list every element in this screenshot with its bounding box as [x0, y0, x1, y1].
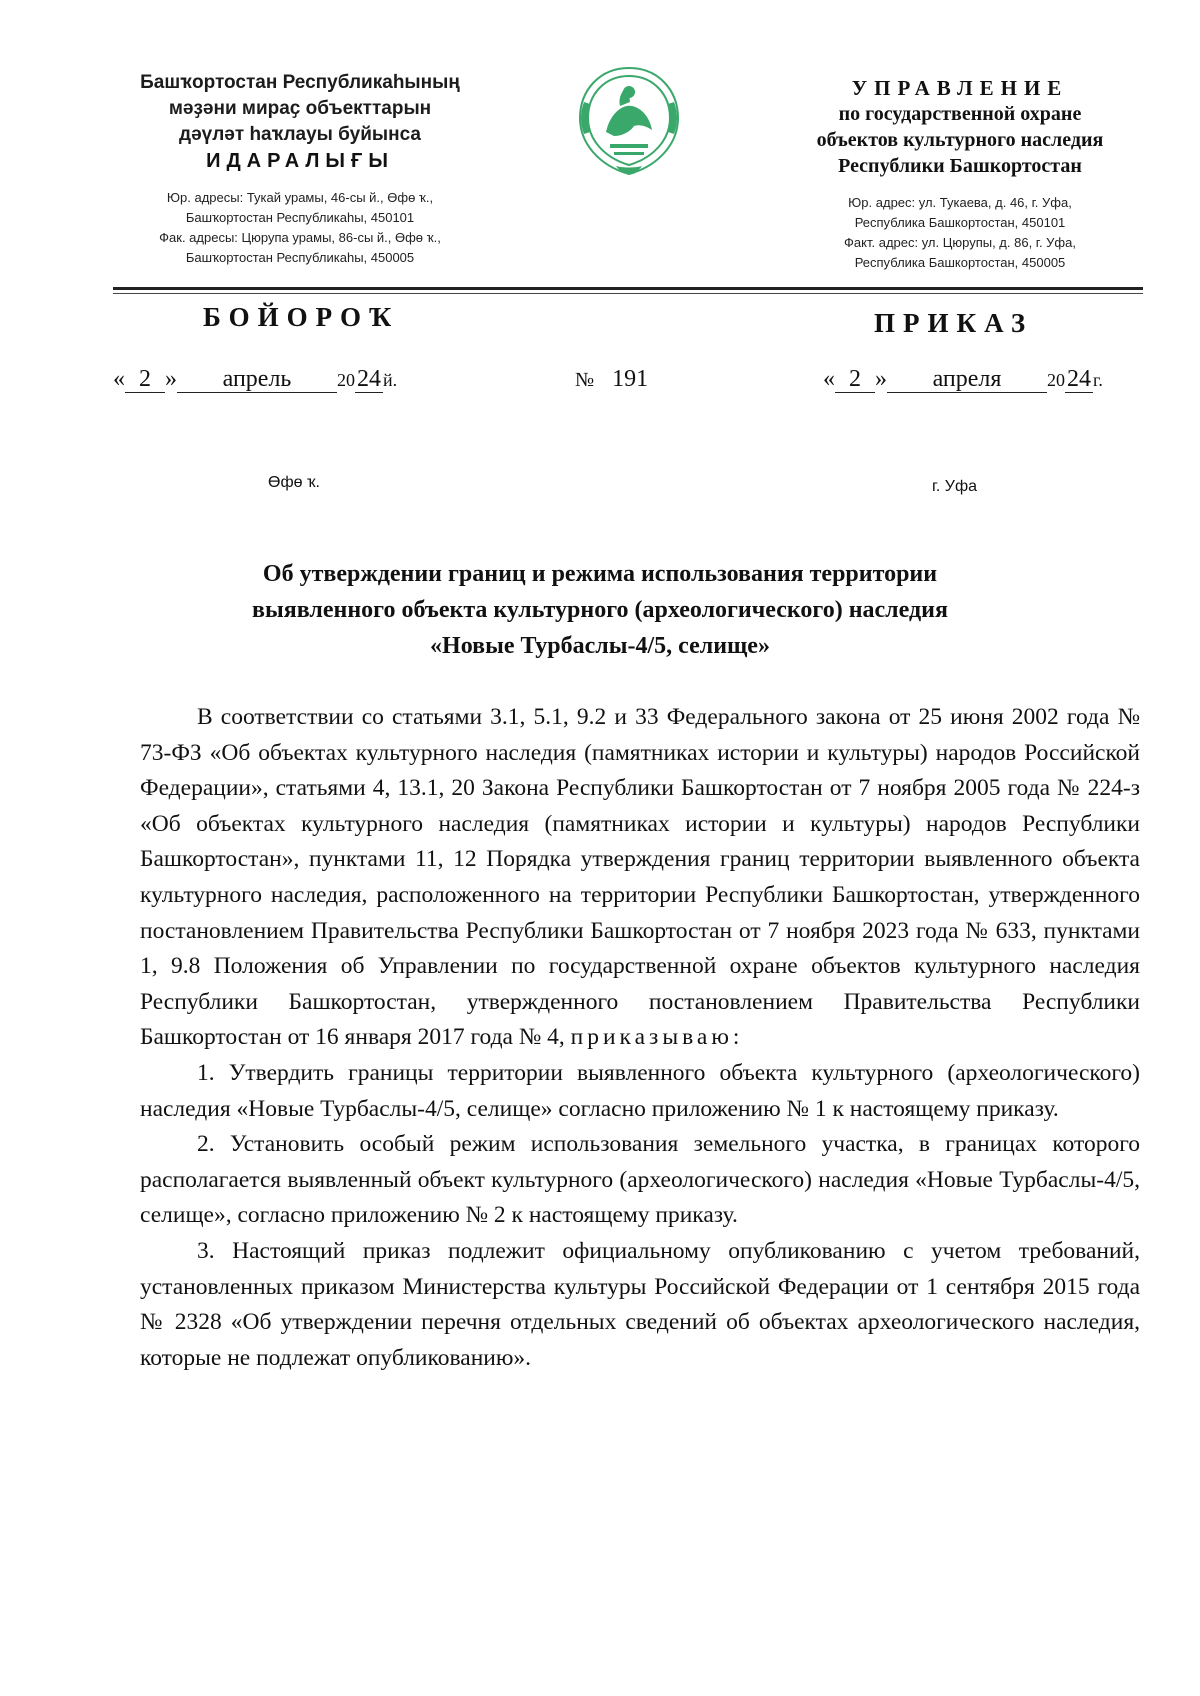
header-divider — [113, 287, 1143, 290]
header-divider — [113, 293, 1143, 294]
date-quote: » — [165, 366, 177, 392]
date-day: 2 — [835, 366, 875, 393]
date-month: апреля — [887, 366, 1047, 393]
address-line: Башҡортостан Республикаһы, 450101 — [185, 210, 415, 225]
heading-line: «Новые Турбаслы-4/5, селище» — [430, 633, 770, 659]
city-bashkir: Өфө ҡ. — [268, 474, 320, 491]
date-quote: « — [823, 366, 835, 392]
date-suffix: г. — [1093, 370, 1103, 390]
preamble-text: В соответствии со статьями 3.1, 5.1, 9.2 и 33 Федерального закона от 25 июня 2002 года № 73-ФЗ «Об объектах культурного наследия (памятниках истории и культуры) народов Российской Федерации», статьями 4, 13.1, 20 Закона Республики Башкортостан от 7 ноября 2005 года № 224-з «Об объектах культурного наследия (памятниках истории и культуры) народов Республики Башкортостан», пунктами 11, 12 Порядка утверждения границ территории выявленного объекта культурного наследия, расположенного на территории Республики Башкортостан, утвержденного постановлением Правительства Республики Башкортостан от 7 ноября 2023 года № 633, пунктами 1, 9.8 Положения об Управлении по государственной охране объектов культурного наследия Республики Башкортостан, утвержденного постановлением Правительства Республики Башкортостан от 16 января 2017 года № 4, — [140, 704, 1140, 1051]
date-quote: « — [113, 366, 125, 392]
address-line: Фак. адресы: Цюрупа урамы, 86-сы й., Өфө ҡ., — [159, 230, 441, 245]
order-word: приказываю: — [570, 1024, 744, 1051]
date-day: 2 — [125, 366, 165, 393]
doc-type-bashkir: БОЙОРОҠ — [203, 302, 400, 332]
order-item-3: 3. Настоящий приказ подлежит официальному опубликованию с учетом требований, установленных приказом Министерства культуры Российской Федерации от 1 сентября 2015 года № 2328 «Об утверждении перечня отдельных сведений об объектах археологического наследия, которые не подлежат опубликованию». — [140, 1237, 1140, 1371]
header-right-russian — [775, 75, 1145, 273]
org-name-line: дәүләт һаҡлауы буйынса — [179, 124, 421, 145]
date-bashkir — [113, 366, 397, 393]
org-name-line: ИДАРАЛЫҒЫ — [206, 150, 394, 172]
org-name-line: Башҡортостан Республикаһының — [140, 72, 460, 93]
address-block — [775, 193, 1145, 273]
org-name-line: объектов культурного наследия — [816, 129, 1104, 151]
number-value: 191 — [612, 366, 649, 392]
doc-type-russian: ПРИКАЗ — [874, 308, 1034, 338]
order-number — [575, 366, 648, 393]
document-heading — [150, 556, 1050, 664]
heading-line: выявленного объекта культурного (археологического) наследия — [252, 597, 948, 623]
preamble-paragraph — [140, 700, 1140, 1056]
address-line: Юр. адрес: ул. Тукаева, д. 46, г. Уфа, — [848, 195, 1072, 210]
order-item-2: 2. Установить особый режим использования земельного участка, в границах которого располагается выявленный объект культурного (археологического) наследия «Новые Турбаслы-4/5, селище», согласно приложению № 2 к настоящему приказу. — [140, 1131, 1140, 1229]
address-line: Юр. адресы: Тукай урамы, 46-сы й., Өфө ҡ., — [166, 190, 434, 205]
date-quote: » — [875, 366, 887, 392]
bashkortostan-emblem-icon — [570, 62, 688, 182]
org-name-line: по государственной охране — [838, 103, 1082, 125]
date-year-suffix: 24 — [1067, 366, 1091, 392]
date-year-prefix: 20 — [337, 370, 355, 390]
date-suffix: й. — [383, 370, 398, 390]
order-item-1: 1. Утвердить границы территории выявленного объекта культурного (археологического) наследия «Новые Турбаслы-4/5, селище» согласно приложению № 1 к настоящему приказу. — [140, 1059, 1140, 1122]
header-left-bashkir — [100, 70, 500, 268]
city-russian: г. Уфа — [932, 478, 977, 495]
org-name-line: мәҙәни мираҫ объекттарын — [168, 98, 432, 119]
address-line: Республика Башкортостан, 450005 — [854, 255, 1066, 270]
address-line: Республика Башкортостан, 450101 — [854, 215, 1066, 230]
address-line: Факт. адрес: ул. Цюрупы, д. 86, г. Уфа, — [844, 235, 1076, 250]
document-body — [140, 700, 1140, 1376]
address-block — [100, 188, 500, 268]
heading-line: Об утверждении границ и режима использования территории — [262, 561, 938, 587]
date-year-suffix: 24 — [357, 366, 381, 392]
date-year-prefix: 20 — [1047, 370, 1065, 390]
date-month: апрель — [177, 366, 337, 393]
org-name-line: Республики Башкортостан — [838, 155, 1082, 177]
date-russian — [823, 366, 1103, 393]
address-line: Башҡортостан Республикаһы, 450005 — [185, 250, 415, 265]
org-name-line: УПРАВЛЕНИЕ — [851, 76, 1069, 100]
number-sign: № — [575, 369, 595, 391]
